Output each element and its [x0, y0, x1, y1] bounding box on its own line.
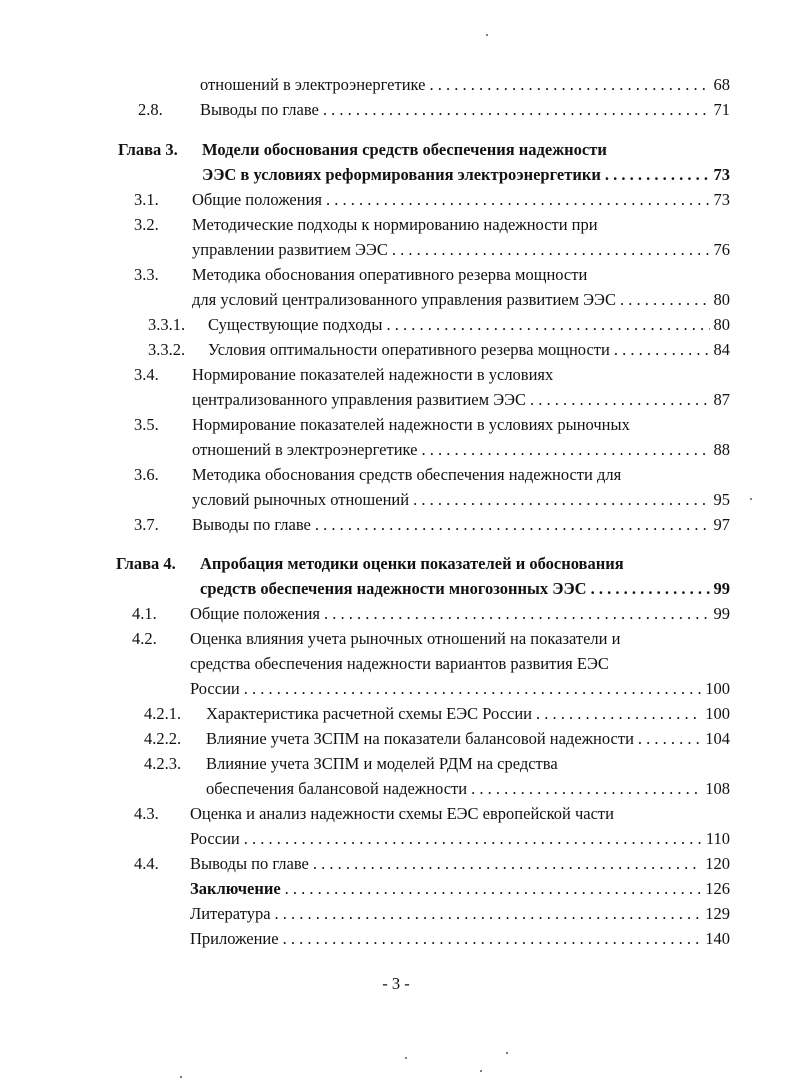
- toc-entry: [134, 189, 730, 211]
- toc-entry: [192, 239, 730, 261]
- toc-entry-text: Условия оптимальности оперативного резерва мощности: [208, 340, 610, 359]
- toc-entry-page: 84: [713, 340, 730, 359]
- toc-leader-dots: [386, 314, 709, 336]
- toc-entry-text: обеспечения балансовой надежности: [206, 779, 468, 798]
- toc-entry-text: Модели обоснования средств обеспечения надежности: [202, 140, 607, 159]
- toc-entry-number: 4.2.: [132, 629, 157, 648]
- toc-entry: [192, 489, 730, 511]
- toc-entry-number: 4.3.: [134, 804, 159, 823]
- toc-entry-text: Выводы по главе: [192, 515, 311, 534]
- toc-entry-page: 100: [705, 679, 730, 698]
- toc-entry: [134, 803, 730, 825]
- toc-leader-dots: [244, 828, 702, 850]
- toc-entry-number: 3.3.1.: [148, 315, 186, 334]
- toc-leader-dots: [620, 289, 710, 311]
- toc-entry-page: 104: [705, 729, 730, 748]
- toc-leader-dots: [638, 728, 701, 750]
- toc-leader-dots: [591, 578, 710, 600]
- toc-leader-dots: [392, 239, 710, 261]
- scan-speck: [180, 1076, 182, 1078]
- toc-entry-text: управлении развитием ЭЭС: [192, 240, 388, 259]
- toc-leader-dots: [326, 189, 710, 211]
- toc-entry: [138, 99, 730, 121]
- toc-entry-number: 4.4.: [134, 854, 159, 873]
- toc-leader-dots: [275, 903, 702, 925]
- page-number: - 3 -: [382, 974, 410, 993]
- toc-subentry: [148, 314, 730, 336]
- toc-entry-text: Влияние учета ЗСПМ и моделей РДМ на средства: [206, 754, 558, 773]
- toc-entry-text: Нормирование показателей надежности в условиях: [192, 365, 554, 384]
- toc-leader-dots: [605, 164, 710, 186]
- toc-entry-text: Выводы по главе: [190, 854, 309, 873]
- toc-entry: [190, 678, 730, 700]
- toc-entry: [134, 464, 730, 486]
- toc-entry-page: 100: [705, 704, 730, 723]
- toc-subentry: [144, 703, 730, 725]
- toc-entry-page: 99: [713, 604, 730, 623]
- toc-entry-page: 140: [705, 929, 730, 948]
- toc-entry-page: 110: [705, 829, 730, 848]
- toc-leader-dots: [323, 99, 710, 121]
- toc-leader-dots: [536, 703, 701, 725]
- toc-entry-page: 99: [713, 579, 730, 598]
- toc-subentry: [148, 339, 730, 361]
- toc-leader-dots: [421, 439, 709, 461]
- toc-entry-number: 3.1.: [134, 190, 159, 209]
- toc-entry-text: для условий централизованного управления развитием ЭЭС: [192, 290, 616, 309]
- toc-entry-number: 3.3.: [134, 265, 159, 284]
- toc-entry-text: Методика обоснования оперативного резерва мощности: [192, 265, 588, 284]
- toc-entry: [132, 603, 730, 625]
- toc-entry-number: 3.4.: [134, 365, 159, 384]
- toc-entry-number: Глава 3.: [118, 140, 178, 159]
- scan-speck: [506, 1052, 508, 1054]
- toc-entry-number: 2.8.: [138, 100, 163, 119]
- toc-entry: [190, 828, 730, 850]
- toc-entry-number: 4.2.3.: [144, 754, 182, 773]
- toc-entry: [190, 653, 730, 675]
- toc-entry-page: 126: [705, 879, 730, 898]
- toc-entry-text: Апробация методики оценки показателей и обоснования: [200, 554, 624, 573]
- toc-entry-text: Литература: [190, 904, 271, 923]
- toc-entry-page: 73: [713, 165, 730, 184]
- toc-entry-page: 76: [713, 240, 730, 259]
- toc-entry-number: 3.2.: [134, 215, 159, 234]
- toc-entry: [134, 414, 730, 436]
- toc-subentry: [206, 778, 730, 800]
- toc-subentry: [144, 753, 730, 775]
- toc-entry-number: 3.7.: [134, 515, 159, 534]
- toc-entry-text: Характеристика расчетной схемы ЕЭС России: [206, 704, 532, 723]
- toc-chapter-heading: [118, 139, 730, 161]
- toc-entry-text: условий рыночных отношений: [192, 490, 410, 509]
- toc-entry-text: Приложение: [190, 929, 279, 948]
- toc-entry-page: 68: [713, 75, 730, 94]
- toc-entry: [134, 514, 730, 536]
- toc-entry-literature: [190, 903, 730, 925]
- toc-entry-page: 108: [705, 779, 730, 798]
- toc-leader-dots: [429, 74, 709, 96]
- toc-leader-dots: [471, 778, 701, 800]
- toc-entry-page: 88: [713, 440, 730, 459]
- toc-entry: [200, 74, 730, 96]
- toc-entry-text: Выводы по главе: [200, 100, 319, 119]
- toc-subentry: [144, 728, 730, 750]
- toc-entry-text: России: [190, 679, 240, 698]
- scan-speck: [750, 498, 752, 500]
- toc-entry: [192, 439, 730, 461]
- toc-entry-text: Оценка и анализ надежности схемы ЕЭС европейской части: [190, 804, 614, 823]
- toc-chapter-heading: [202, 164, 730, 186]
- toc-leader-dots: [413, 489, 709, 511]
- toc-leader-dots: [313, 853, 701, 875]
- toc-entry-text: Общие положения: [192, 190, 322, 209]
- scan-speck: [405, 1057, 407, 1059]
- toc-chapter-heading: [116, 553, 730, 575]
- toc-entry-text: Методика обоснования средств обеспечения надежности для: [192, 465, 622, 484]
- toc-entry-page: 80: [713, 290, 730, 309]
- toc-entry-number: 4.1.: [132, 604, 157, 623]
- toc-entry-number: 4.2.1.: [144, 704, 182, 723]
- toc-entry-text: Нормирование показателей надежности в условиях рыночных: [192, 415, 630, 434]
- toc-entry-text: средства обеспечения надежности вариантов развития ЕЭС: [190, 654, 609, 673]
- toc-entry-text: Общие положения: [190, 604, 320, 623]
- toc-entry-text: ЭЭС в условиях реформирования электроэнергетики: [202, 165, 601, 184]
- toc-entry-text: средств обеспечения надежности многозонных ЭЭС: [200, 579, 587, 598]
- toc-entry-number: 3.6.: [134, 465, 159, 484]
- toc-leader-dots: [285, 878, 702, 900]
- toc-entry: [134, 214, 730, 236]
- toc-entry-text: Заключение: [190, 879, 281, 898]
- toc-entry-text: России: [190, 829, 240, 848]
- toc-entry-text: Методические подходы к нормированию надежности при: [192, 215, 598, 234]
- toc-entry-page: 95: [713, 490, 730, 509]
- toc-entry: [192, 289, 730, 311]
- toc-entry: [132, 628, 730, 650]
- toc-entry-text: Оценка влияния учета рыночных отношений на показатели и: [190, 629, 621, 648]
- toc-entry-text: отношений в электроэнергетике: [200, 75, 426, 94]
- toc-leader-dots: [244, 678, 702, 700]
- toc-entry-conclusion: [190, 878, 730, 900]
- toc-leader-dots: [283, 928, 702, 950]
- toc-entry-page: 73: [713, 190, 730, 209]
- toc-entry: [192, 389, 730, 411]
- toc-entry-page: 80: [713, 315, 730, 334]
- toc-entry: [134, 264, 730, 286]
- toc-entry-page: 129: [705, 904, 730, 923]
- toc-entry-page: 120: [705, 854, 730, 873]
- toc-entry-text: отношений в электроэнергетике: [192, 440, 418, 459]
- toc-entry-page: 97: [713, 515, 730, 534]
- toc-entry-number: 3.5.: [134, 415, 159, 434]
- toc-entry: [134, 364, 730, 386]
- toc-leader-dots: [315, 514, 710, 536]
- toc-entry-number: 3.3.2.: [148, 340, 186, 359]
- scan-speck: [480, 1070, 482, 1072]
- toc-entry-text: Существующие подходы: [208, 315, 383, 334]
- toc-leader-dots: [614, 339, 710, 361]
- toc-entry: [134, 853, 730, 875]
- toc-entry-number: 4.2.2.: [144, 729, 182, 748]
- toc-entry-text: Влияние учета ЗСПМ на показатели балансовой надежности: [206, 729, 634, 748]
- toc-entry-appendix: [190, 928, 730, 950]
- toc-entry-number: Глава 4.: [116, 554, 176, 573]
- toc-entry-page: 87: [713, 390, 730, 409]
- toc-leader-dots: [530, 389, 710, 411]
- toc-entry-page: 71: [713, 100, 730, 119]
- toc-entry-text: централизованного управления развитием ЭЭС: [192, 390, 526, 409]
- scan-speck: [486, 34, 488, 36]
- toc-leader-dots: [324, 603, 710, 625]
- toc-chapter-heading: [200, 578, 730, 600]
